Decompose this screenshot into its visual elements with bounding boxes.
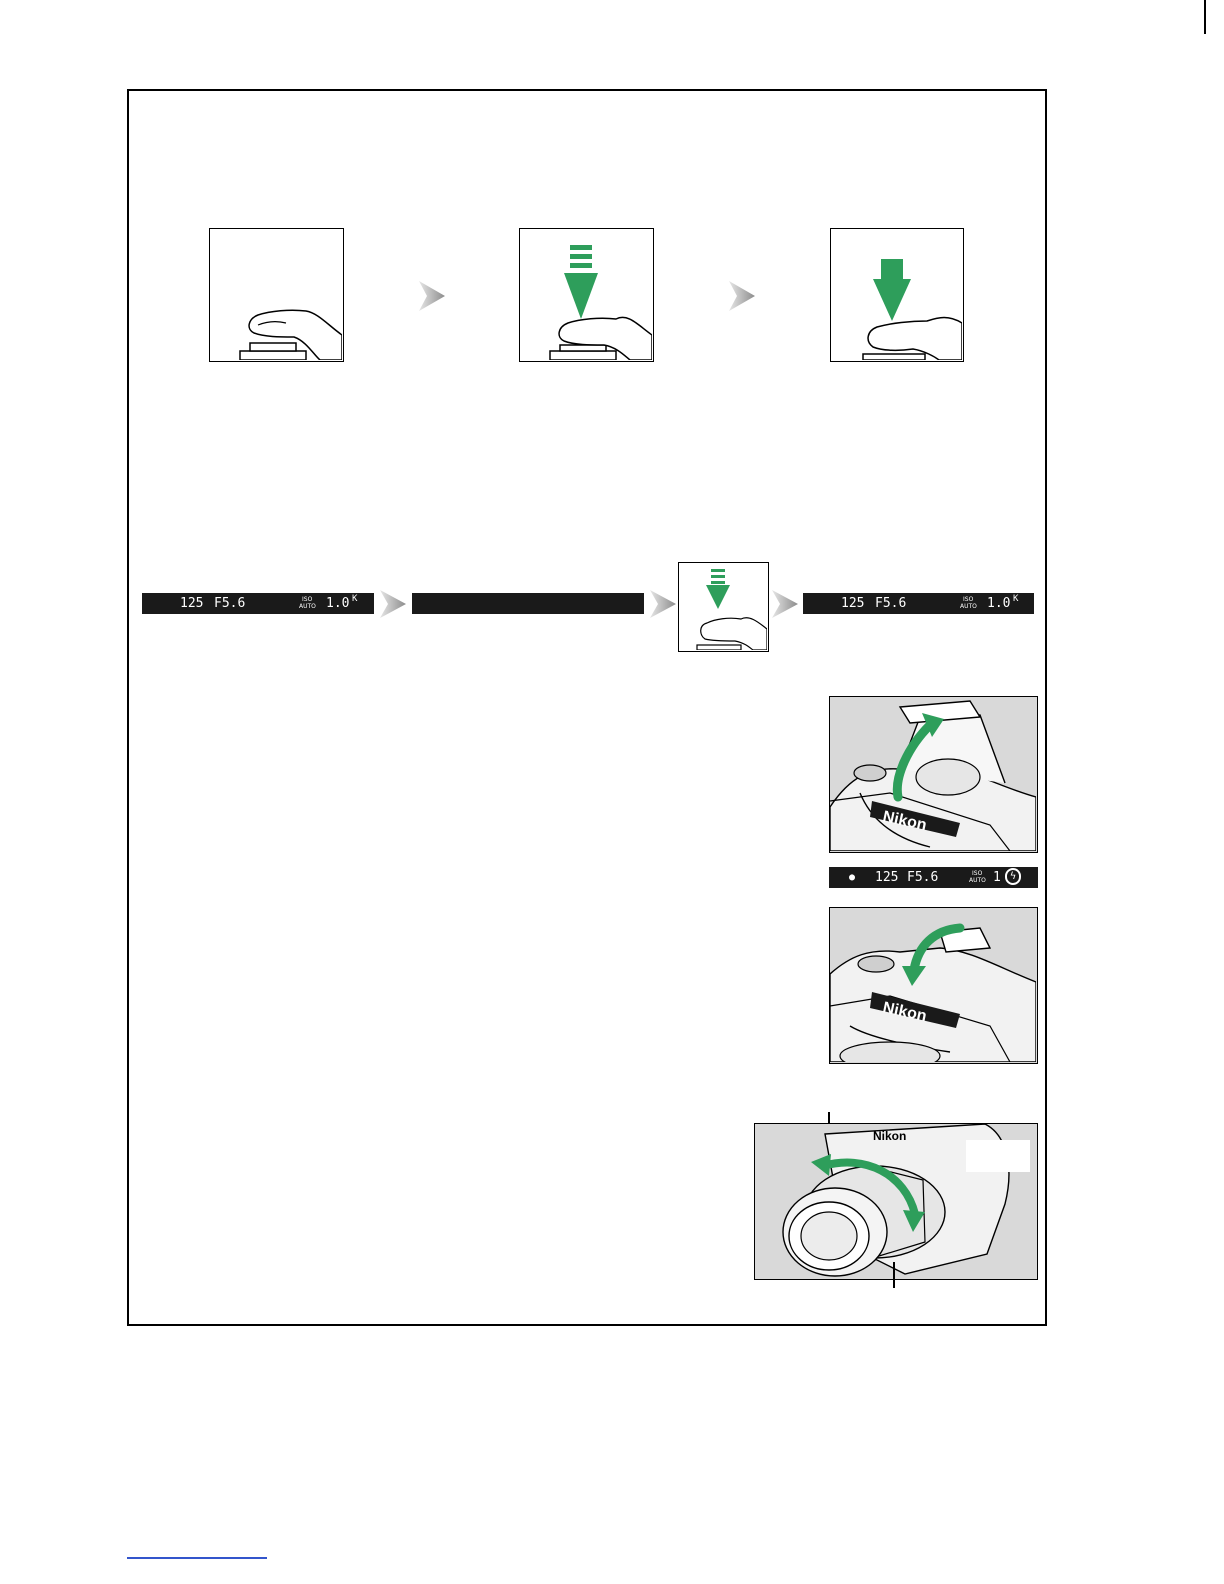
shutter-panel-rest [209,228,344,362]
viewfinder-display-after [803,593,1034,614]
viewfinder-arrow-1-icon [378,588,408,620]
iso-label-bottom: AUTO [299,603,316,610]
footer-link-underline[interactable] [127,1557,267,1559]
flash-iso-top: ISO [972,870,983,877]
shutter-panel-small-half-press [678,562,769,652]
brand-logo-3: Nikon [873,1129,907,1143]
brand-logo-1: Nikon [881,808,929,835]
aperture-value-after: F5.6 [875,596,907,611]
flash-shutter-speed: 125 [875,870,899,885]
shutter-speed-after: 125 [841,596,865,611]
focus-indicator-dot: ● [849,872,856,883]
flash-raise-illustration [829,696,1038,853]
frame-count-suffix-after: K [1013,594,1019,604]
iso-label-top: ISO [302,596,313,603]
sequence-arrow-1-icon [417,279,447,313]
lens-ring-illustration [754,1123,1038,1280]
flash-aperture-value: F5.6 [907,870,939,885]
iso-label-top-after: ISO [963,596,974,603]
callout-label-box [966,1140,1030,1172]
flash-ready-lightning-icon: ϟ [1005,868,1021,885]
shutter-speed: 125 [180,596,204,611]
viewfinder-display-off [412,593,644,614]
viewfinder-arrow-3-icon [770,588,800,620]
aperture-value: F5.6 [214,596,246,611]
sequence-arrow-2-icon [727,279,757,313]
flash-lower-illustration [829,907,1038,1064]
brand-logo-2: Nikon [881,999,929,1026]
frame-count-suffix: K [352,594,358,604]
flash-frame-count: 1 [993,870,1001,885]
page-edge-line [1204,0,1206,34]
viewfinder-arrow-2-icon [648,588,678,620]
viewfinder-display-before [142,593,374,614]
callout-leader-bottom [893,1262,895,1288]
flash-iso-bottom: AUTO [969,877,986,884]
viewfinder-display-flash [829,867,1038,888]
shutter-panel-full-press [830,228,964,362]
shutter-panel-half-press [519,228,654,362]
frame-count-after: 1.0 [987,596,1011,611]
frame-count: 1.0 [326,596,350,611]
iso-label-bottom-after: AUTO [960,603,977,610]
